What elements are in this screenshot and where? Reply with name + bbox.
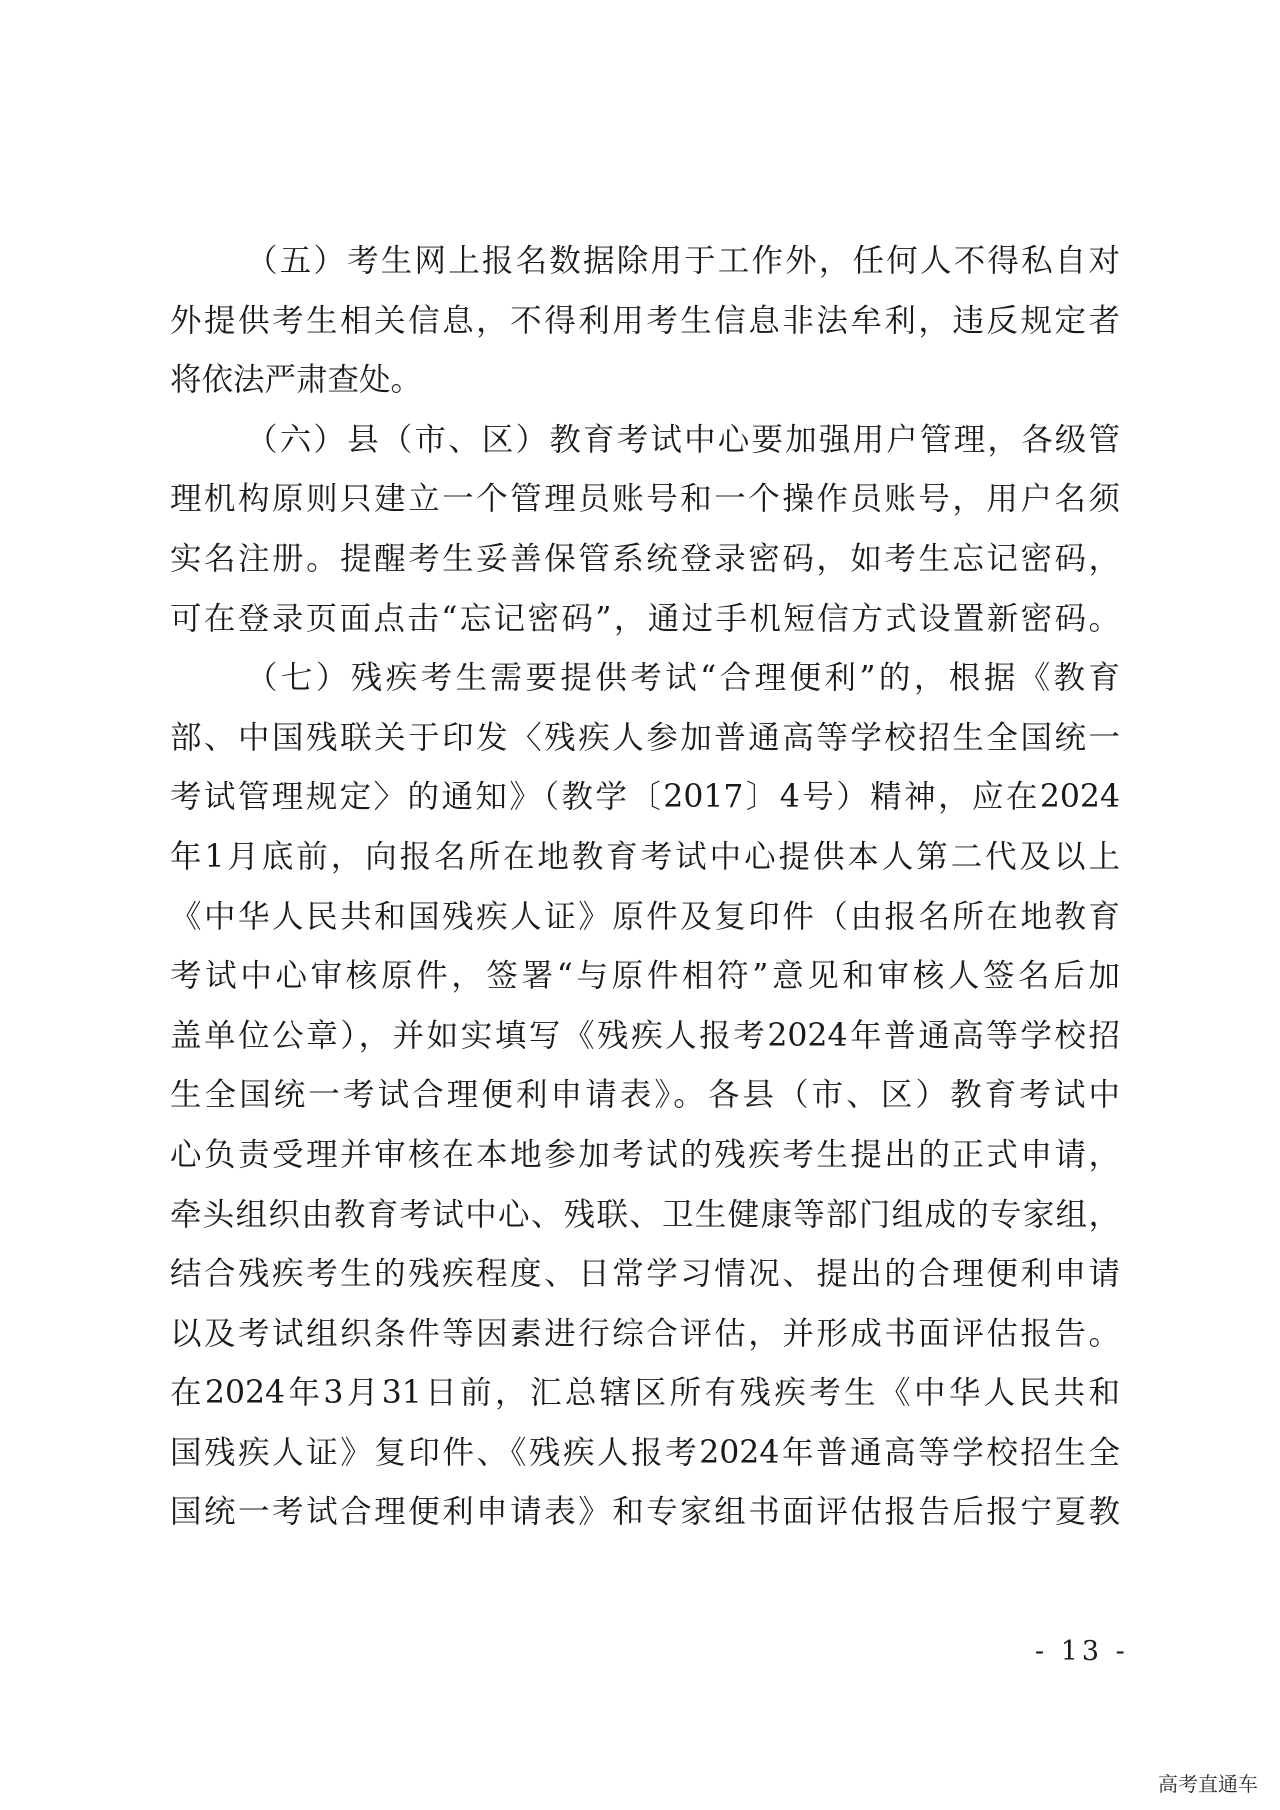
text-line: 国残疾人证》复印件、《残疾人报考2024年普通高等学校招生全 [170, 1434, 1120, 1471]
text-line: 国统一考试合理便利申请表》和专家组书面评估报告后报宁夏教 [170, 1494, 1120, 1531]
text-line: 结合残疾考生的残疾程度、日常学习情况、提出的合理便利申请 [170, 1256, 1120, 1293]
text-line: （六）县（市、区）教育考试中心要加强用户管理，各级管 [246, 421, 1120, 458]
text-line: 理机构原则只建立一个管理员账号和一个操作员账号，用户名须 [170, 481, 1120, 518]
watermark: 高考直通车 [1158, 1772, 1258, 1796]
page-number: - 13 - [1035, 1636, 1129, 1667]
text-line: 盖单位公章），并如实填写《残疾人报考2024年普通高等学校招 [170, 1017, 1120, 1054]
text-line: （七）残疾考生需要提供考试“合理便利”的，根据《教育 [246, 660, 1120, 697]
text-line: 生全国统一考试合理便利申请表》。各县（市、区）教育考试中 [170, 1077, 1120, 1114]
text-line: 部、中国残联关于印发〈残疾人参加普通高等学校招生全国统一 [170, 719, 1120, 756]
text-line: 实名注册。提醒考生妥善保管系统登录密码，如考生忘记密码， [170, 540, 1120, 577]
text-line: 可在登录页面点击“忘记密码”，通过手机短信方式设置新密码。 [170, 600, 1120, 637]
text-line: （五）考生网上报名数据除用于工作外，任何人不得私自对 [246, 243, 1120, 279]
text-line: 外提供考生相关信息，不得利用考生信息非法牟利，违反规定者 [170, 302, 1120, 339]
text-line: 考试管理规定〉的通知》（教学〔2017〕4号）精神，应在2024 [170, 779, 1120, 816]
text-line: 《中华人民共和国残疾人证》原件及复印件（由报名所在地教育 [170, 898, 1120, 935]
text-line: 将依法严肃查处。 [170, 362, 423, 399]
text-line: 牵头组织由教育考试中心、残联、卫生健康等部门组成的专家组， [170, 1196, 1120, 1233]
document-body [170, 232, 1120, 1543]
text-line: 心负责受理并审核在本地参加考试的残疾考生提出的正式申请， [170, 1136, 1120, 1173]
text-line: 在2024年3月31日前，汇总辖区所有残疾考生《中华人民共和 [170, 1375, 1120, 1412]
text-line: 以及考试组织条件等因素进行综合评估，并形成书面评估报告。 [170, 1315, 1120, 1352]
text-line: 年1月底前，向报名所在地教育考试中心提供本人第二代及以上 [170, 838, 1120, 875]
text-line: 考试中心审核原件，签署“与原件相符”意见和审核人签名后加 [170, 958, 1120, 995]
